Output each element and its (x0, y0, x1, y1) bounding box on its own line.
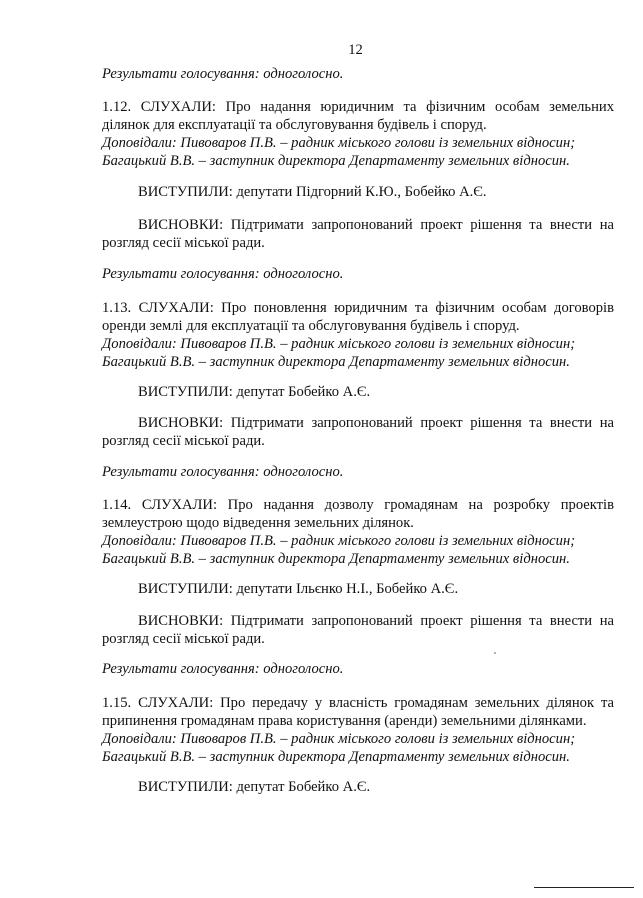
reporters-line-2: Багацький В.В. – заступник директора Департаменту земельних відносин. (102, 551, 570, 567)
reporters-line-2: Багацький В.В. – заступник директора Департаменту земельних відносин. (102, 153, 570, 169)
reporters-line-2: Багацький В.В. – заступник директора Департаменту земельних відносин. (102, 354, 570, 370)
page-number: 12 (348, 42, 363, 58)
item-1-15 (102, 694, 614, 766)
vote-result-top: Результати голосування: одноголосно. (102, 66, 344, 82)
conclusion-line-2: розгляд сесії міської ради. (102, 631, 265, 647)
footer-rule (534, 887, 634, 888)
scan-speck (494, 652, 496, 654)
heard-line-2: припинення громадянам права користування (аренди) земельними ділянками. (102, 713, 587, 729)
conclusion-1-12 (102, 216, 614, 252)
heard-line-2: землеустрою щодо відведення земельних ділянок. (102, 515, 414, 531)
heard-line-1: 1.13. СЛУХАЛИ: Про поновлення юридичним та фізичним особам договорів (102, 300, 614, 316)
conclusion-line-1: ВИСНОВКИ: Підтримати запропонований проект рішення та внести на (138, 415, 614, 431)
heard-line-2: оренди землі для експлуатації та обслуговування будівель і споруд. (102, 318, 520, 334)
vote-result-1-12: Результати голосування: одноголосно. (102, 266, 344, 282)
heard-line-2: ділянок для експлуатації та обслуговування будівель і споруд. (102, 117, 487, 133)
conclusion-1-14 (102, 612, 614, 648)
conclusion-line-1: ВИСНОВКИ: Підтримати запропонований проект рішення та внести на (138, 217, 614, 233)
reporters-line-1: Доповідали: Пивоваров П.В. – радник міського голови із земельних відносин; (102, 533, 576, 549)
conclusion-line-2: розгляд сесії міської ради. (102, 433, 265, 449)
heard-line-1: 1.15. СЛУХАЛИ: Про передачу у власність громадянам земельних ділянок та (102, 695, 614, 711)
heard-line-1: 1.12. СЛУХАЛИ: Про надання юридичним та фізичним особам земельних (102, 99, 614, 115)
reporters-line-1: Доповідали: Пивоваров П.В. – радник міського голови із земельних відносин; (102, 731, 576, 747)
conclusion-line-1: ВИСНОВКИ: Підтримати запропонований проект рішення та внести на (138, 613, 614, 629)
heard-line-1: 1.14. СЛУХАЛИ: Про надання дозволу громадянам на розробку проектів (102, 497, 614, 513)
item-1-14 (102, 496, 614, 568)
vote-result-1-14: Результати голосування: одноголосно. (102, 661, 344, 677)
item-1-13 (102, 299, 614, 371)
reporters-line-1: Доповідали: Пивоваров П.В. – радник міського голови із земельних відносин; (102, 336, 576, 352)
spoke-1-13: ВИСТУПИЛИ: депутат Бобейко А.Є. (138, 384, 371, 400)
reporters-line-2: Багацький В.В. – заступник директора Департаменту земельних відносин. (102, 749, 570, 765)
vote-result-1-13: Результати голосування: одноголосно. (102, 464, 344, 480)
conclusion-line-2: розгляд сесії міської ради. (102, 235, 265, 251)
conclusion-1-13 (102, 414, 614, 450)
spoke-1-12: ВИСТУПИЛИ: депутати Підгорний К.Ю., Бобейко А.Є. (138, 184, 487, 200)
spoke-1-15: ВИСТУПИЛИ: депутат Бобейко А.Є. (138, 779, 371, 795)
spoke-1-14: ВИСТУПИЛИ: депутати Ільєнко Н.І., Бобейко А.Є. (138, 581, 459, 597)
reporters-line-1: Доповідали: Пивоваров П.В. – радник міського голови із земельних відносин; (102, 135, 576, 151)
item-1-12 (102, 98, 614, 170)
